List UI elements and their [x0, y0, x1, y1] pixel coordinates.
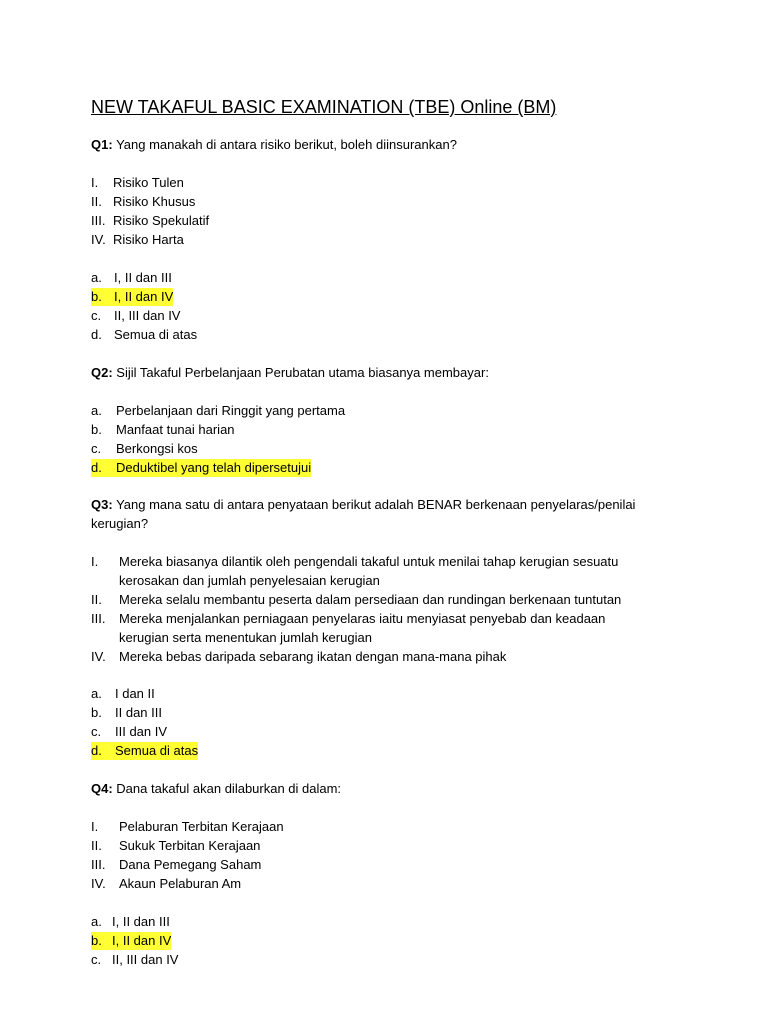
question-2-text: Sijil Takaful Perbelanjaan Perubatan utama biasanya membayar:: [116, 365, 489, 380]
option-marker: a.: [91, 686, 102, 701]
option-text: Perbelanjaan dari Ringgit yang pertama: [116, 403, 346, 418]
statement-text: Mereka selalu membantu peserta dalam persediaan dan rundingan berkenaan tuntutan: [119, 592, 622, 607]
option-marker: d.: [91, 327, 102, 342]
q3-statement: [91, 553, 618, 571]
q4-statement: [91, 856, 261, 874]
q4-statement: [91, 818, 284, 836]
question-1-label: Q1:: [91, 137, 113, 152]
statement-marker: III.: [91, 611, 106, 626]
q3-statement: [91, 610, 605, 628]
statement-marker: IV.: [91, 876, 106, 891]
statement-text: Risiko Spekulatif: [113, 213, 210, 228]
q3-statement-continuation: kerugian serta menentukan jumlah kerugian: [119, 630, 372, 645]
option-text: Semua di atas: [115, 743, 199, 758]
q3-option: [91, 704, 162, 722]
question-3-continuation: kerugian?: [91, 516, 149, 531]
option-text: II, III dan IV: [112, 952, 179, 967]
q1-statement: [91, 231, 184, 249]
question-1: [91, 136, 457, 154]
question-3: [91, 496, 635, 514]
q3-option: [91, 685, 155, 703]
option-marker: c.: [91, 952, 102, 967]
q3-option: [91, 723, 167, 741]
question-3-text: Yang mana satu di antara penyataan berikut adalah BENAR berkenaan penyelaras/penilai: [116, 497, 636, 512]
option-text: I, II dan IV: [114, 289, 174, 304]
statement-text: Risiko Harta: [113, 232, 184, 247]
statement-marker: II.: [91, 194, 102, 209]
question-2-label: Q2:: [91, 365, 113, 380]
q3-statement: [91, 648, 506, 666]
statement-text: Pelaburan Terbitan Kerajaan: [119, 819, 284, 834]
statement-marker: II.: [91, 592, 102, 607]
statement-marker: II.: [91, 838, 102, 853]
q1-option: [91, 307, 180, 325]
q1-option-correct: [91, 288, 173, 306]
q3-statement: [91, 591, 621, 609]
option-text: Semua di atas: [114, 327, 198, 342]
option-marker: a.: [91, 403, 102, 418]
option-marker: b.: [91, 289, 102, 304]
option-text: I, II dan III: [114, 270, 172, 285]
q2-option-correct: [91, 459, 311, 477]
option-marker: a.: [91, 270, 102, 285]
option-marker: c.: [91, 308, 102, 323]
statement-text: Sukuk Terbitan Kerajaan: [119, 838, 261, 853]
statement-marker: III.: [91, 857, 106, 872]
option-marker: b.: [91, 422, 102, 437]
q4-option: [91, 913, 170, 931]
option-marker: c.: [91, 441, 102, 456]
statement-marker: IV.: [91, 232, 106, 247]
option-marker: b.: [91, 933, 102, 948]
question-4-label: Q4:: [91, 781, 113, 796]
statement-text: Dana Pemegang Saham: [119, 857, 262, 872]
option-marker: d.: [91, 460, 102, 475]
question-4: [91, 780, 341, 798]
q2-option: [91, 440, 198, 458]
q1-statement: [91, 193, 195, 211]
statement-marker: I.: [91, 554, 99, 569]
statement-text: Mereka biasanya dilantik oleh pengendali takaful untuk menilai tahap kerugian sesuatu: [119, 554, 619, 569]
option-text: I, II dan III: [112, 914, 170, 929]
option-text: I, II dan IV: [112, 933, 172, 948]
question-3-label: Q3:: [91, 497, 113, 512]
q1-option: [91, 326, 197, 344]
question-1-text: Yang manakah di antara risiko berikut, boleh diinsurankan?: [116, 137, 457, 152]
option-text: III dan IV: [115, 724, 168, 739]
q2-option: [91, 421, 235, 439]
statement-text: Mereka bebas daripada sebarang ikatan dengan mana-mana pihak: [119, 649, 507, 664]
statement-text: Risiko Khusus: [113, 194, 196, 209]
option-text: Deduktibel yang telah dipersetujui: [116, 460, 312, 475]
option-text: Berkongsi kos: [116, 441, 198, 456]
statement-text: Akaun Pelaburan Am: [119, 876, 242, 891]
question-4-text: Dana takaful akan dilaburkan di dalam:: [116, 781, 342, 796]
q4-option: [91, 951, 178, 969]
document-title: NEW TAKAFUL BASIC EXAMINATION (TBE) Online (BM): [91, 97, 557, 117]
q3-statement-continuation: kerosakan dan jumlah penyelesaian kerugian: [119, 573, 380, 588]
statement-marker: I.: [91, 175, 99, 190]
q2-option: [91, 402, 345, 420]
option-text: I dan II: [115, 686, 155, 701]
option-text: II dan III: [115, 705, 162, 720]
statement-marker: III.: [91, 213, 106, 228]
q4-statement: [91, 837, 260, 855]
option-text: II, III dan IV: [114, 308, 181, 323]
question-2: [91, 364, 489, 382]
option-marker: d.: [91, 743, 102, 758]
option-text: Manfaat tunai harian: [116, 422, 235, 437]
statement-marker: I.: [91, 819, 99, 834]
option-marker: a.: [91, 914, 102, 929]
statement-marker: IV.: [91, 649, 106, 664]
q4-statement: [91, 875, 241, 893]
statement-text: Risiko Tulen: [113, 175, 184, 190]
q1-statement: [91, 212, 209, 230]
option-marker: c.: [91, 724, 102, 739]
statement-text: Mereka menjalankan perniagaan penyelaras iaitu menyiasat penyebab dan keadaan: [119, 611, 606, 626]
option-marker: b.: [91, 705, 102, 720]
q4-option-correct: [91, 932, 171, 950]
q1-option: [91, 269, 172, 287]
q1-statement: [91, 174, 184, 192]
q3-option-correct: [91, 742, 198, 760]
